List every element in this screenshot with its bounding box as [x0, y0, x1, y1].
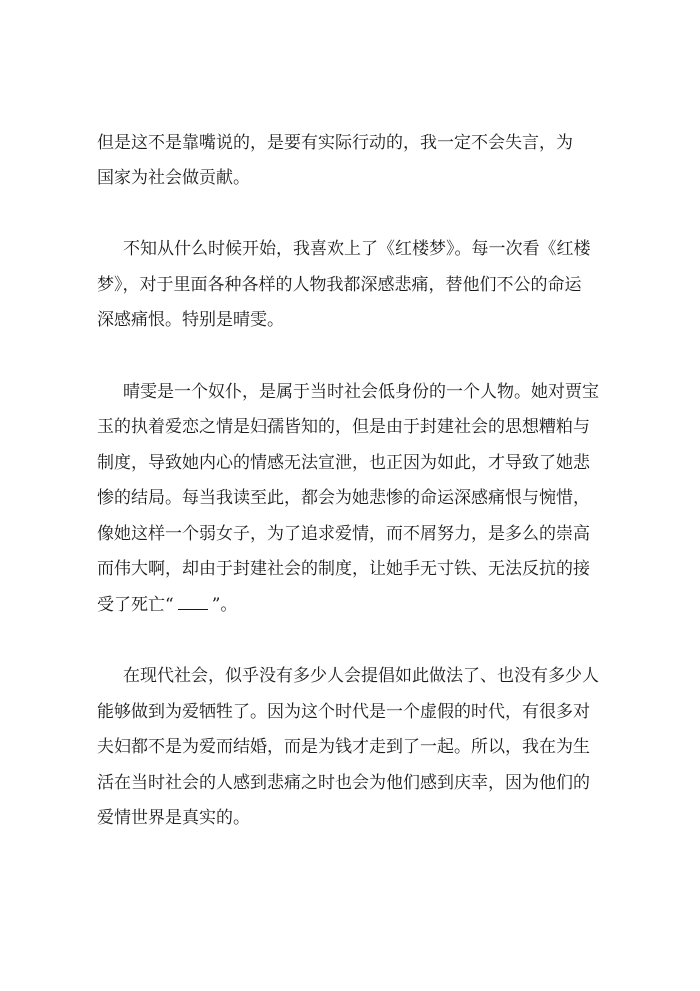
paragraph-4-line-3: 夫妇都不是为爱而结婚，而是为钱才走到了一起。所以，我在为生	[97, 737, 590, 757]
paragraph-1-line-2: 国家为社会做贡献。	[97, 168, 250, 188]
paragraph-2-line-2: 梦》，对于里面各种各样的人物我都深感悲痛，替他们不公的命运	[97, 275, 582, 295]
fill-in-blank	[178, 597, 208, 610]
paragraph-3-line-4: 惨的结局。每当我读至此，都会为她悲惨的命运深感痛恨与惋惜，	[97, 488, 590, 508]
paragraph-2-line-3: 深感痛恨。特别是晴雯。	[97, 310, 284, 330]
paragraph-4-line-4: 活在当时社会的人感到悲痛之时也会为他们感到庆幸，因为他们的	[97, 773, 590, 793]
paragraph-3-line-7	[97, 595, 617, 615]
paragraph-3-line-2: 玉的执着爱恋之情是妇孺皆知的，但是由于封建社会的思想糟粕与	[97, 417, 590, 437]
paragraph-3-line-6: 而伟大啊，却由于封建社会的制度，让她手无寸铁、无法反抗的接	[97, 559, 590, 579]
paragraph-3-line-5: 像她这样一个弱女子，为了追求爱情，而不屑努力，是多么的崇高	[97, 524, 590, 544]
paragraph-3-line-7-text: 受了死亡“	[97, 595, 174, 615]
paragraph-2-line-1: 不知从什么时候开始，我喜欢上了《红楼梦》。每一次看《红楼	[123, 239, 591, 259]
paragraph-4-line-2: 能够做到为爱牺牲了。因为这个时代是一个虚假的时代，有很多对	[97, 702, 590, 722]
paragraph-3-line-1: 晴雯是一个奴仆，是属于当时社会低身份的一个人物。她对贾宝	[123, 382, 599, 402]
paragraph-1-line-1: 但是这不是靠嘴说的，是要有实际行动的，我一定不会失言，为	[97, 133, 573, 153]
paragraph-3-line-7-closing: ”。	[211, 595, 238, 615]
paragraph-3-line-3: 制度，导致她内心的情感无法宣泄，也正因为如此，才导致了她悲	[97, 453, 590, 473]
paragraph-4-line-1: 在现代社会，似乎没有多少人会提倡如此做法了、也没有多少人	[123, 666, 599, 686]
paragraph-4-line-5: 爱情世界是真实的。	[97, 808, 250, 828]
